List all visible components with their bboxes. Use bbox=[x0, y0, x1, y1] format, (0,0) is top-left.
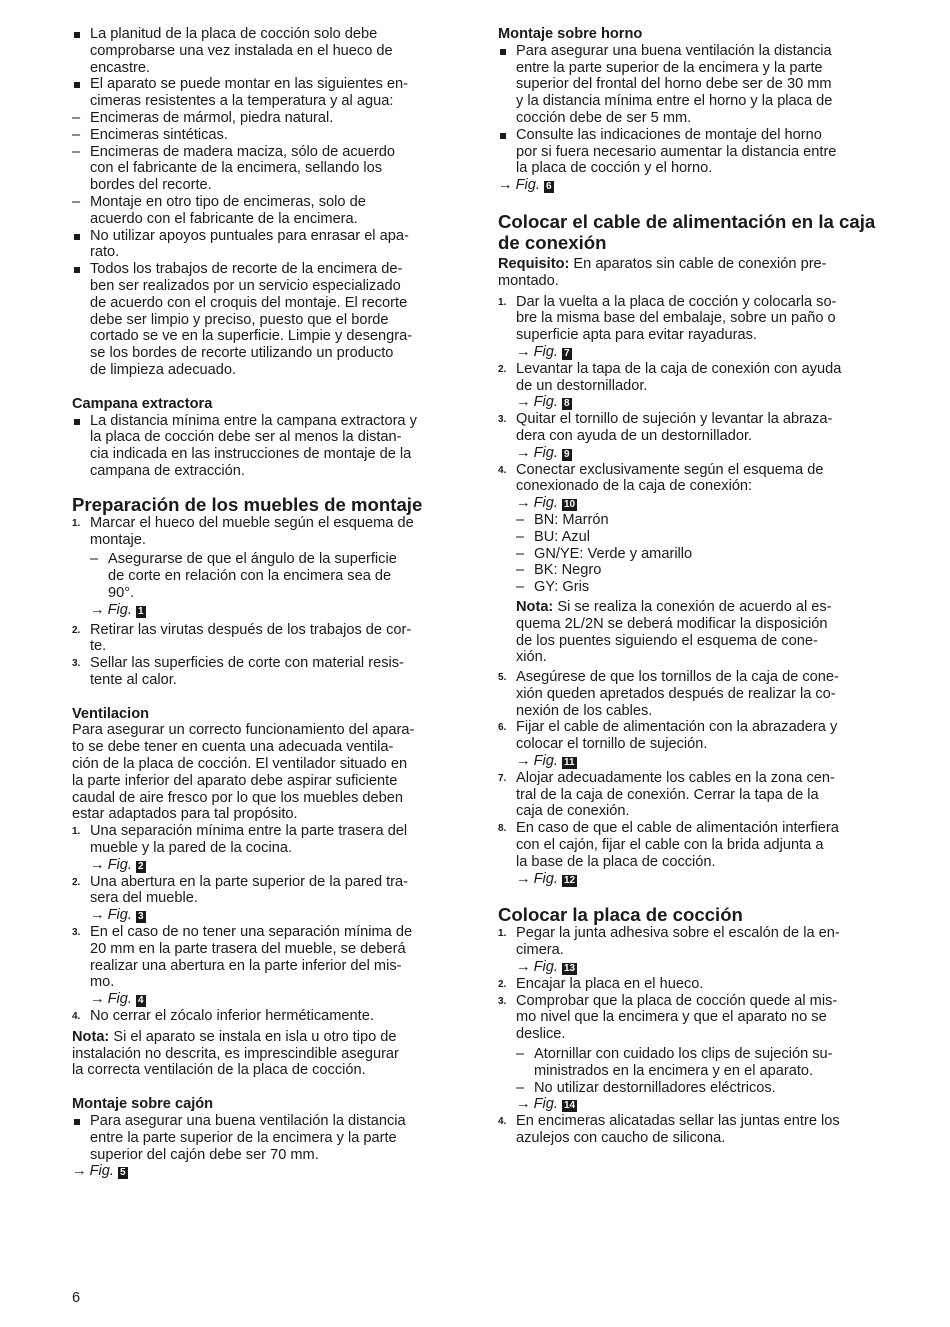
bullet-apoyos bbox=[72, 228, 464, 262]
dash-atornillar bbox=[516, 1046, 890, 1080]
dash-marmol bbox=[72, 110, 464, 127]
step-conectar bbox=[498, 462, 890, 496]
note-conexion: Nota: Si se realiza la conexión de acuerdo al es- quema 2L/2N se deberá modificar la disposición de los puentes siguiendo el esquema de cone- xión. bbox=[516, 598, 832, 666]
wire-item: – BU: Azul bbox=[516, 529, 890, 546]
step-dar-vuelta bbox=[498, 294, 890, 344]
text-line: Encimeras sintéticas. bbox=[90, 126, 228, 143]
step-number: 2. bbox=[498, 978, 507, 990]
text-line: superior del frontal del horno debe ser de 30 mm bbox=[516, 76, 832, 93]
text-line: ción de la placa de cocción. El ventilador situado en bbox=[72, 756, 408, 773]
text-line: tente al calor. bbox=[90, 671, 177, 688]
text-line: entre la parte superior de la encimera y la parte bbox=[90, 1129, 397, 1146]
step-brida bbox=[498, 820, 890, 870]
text-line: Todos los trabajos de recorte de la encimera de- bbox=[90, 261, 403, 278]
text-line: caudal de aire fresco por lo que los muebles deben bbox=[72, 789, 404, 806]
step-number: 1. bbox=[72, 517, 81, 529]
text-line: cortado se ve en la superficie. Limpie y desengra- bbox=[90, 328, 413, 345]
text-line: La distancia mínima entre la campana extractora y bbox=[90, 412, 417, 429]
text-line: Asegúrese de que los tornillos de la caja de cone- bbox=[516, 669, 839, 686]
step-number: 1. bbox=[498, 296, 507, 308]
text-line: Marcar el hueco del mueble según el esquema de bbox=[90, 514, 414, 531]
left-column bbox=[72, 26, 464, 1180]
step-abertura-superior bbox=[72, 874, 464, 908]
step-number: 3. bbox=[498, 414, 507, 426]
fig-ref-10: → Fig. 10 bbox=[516, 495, 576, 512]
text-line: bre la misma base del embalaje, sobre un paño o bbox=[516, 310, 836, 327]
step-separacion bbox=[72, 823, 464, 857]
text-line: Encajar la placa en el hueco. bbox=[516, 975, 704, 992]
wire-item: – GY: Gris bbox=[516, 579, 890, 596]
text-line: Para asegurar un correcto funcionamiento del apara- bbox=[72, 722, 415, 739]
text-line: Encimeras de madera maciza, sólo de acuerdo bbox=[90, 143, 396, 160]
text-line: entre la parte superior de la encimera y la parte bbox=[516, 59, 823, 76]
step-zocalo bbox=[72, 1008, 464, 1025]
text-line: tral de la caja de conexión. Cerrar la tapa de la bbox=[516, 786, 819, 803]
fig-ref-1: → Fig. 1 bbox=[90, 601, 144, 618]
text-line: Conectar exclusivamente según el esquema de bbox=[516, 461, 824, 478]
heading-campana: Campana extractora bbox=[72, 395, 213, 412]
text-line: colocar el tornillo de sujeción. bbox=[516, 736, 708, 753]
text-line: Fijar el cable de alimentación con la abrazadera y bbox=[516, 719, 838, 736]
wire-item: – BK: Negro bbox=[516, 562, 890, 579]
text-line: 90°. bbox=[108, 584, 135, 601]
text-line: sera del mueble. bbox=[90, 890, 198, 907]
text-line: Montaje en otro tipo de encimeras, solo de bbox=[90, 193, 366, 210]
step-number: 6. bbox=[498, 722, 507, 734]
text-line: Colocar el cable de alimentación en la caja bbox=[498, 210, 876, 232]
text-line: rato. bbox=[90, 244, 120, 261]
text-line: deslice. bbox=[516, 1026, 566, 1043]
step-number: 2. bbox=[498, 363, 507, 375]
text-line: mueble y la pared de la cocina. bbox=[90, 840, 293, 857]
text-line: superior del cajón debe ser 70 mm. bbox=[90, 1146, 319, 1163]
text-line: Alojar adecuadamente los cables en la zona cen- bbox=[516, 769, 835, 786]
step-number: 3. bbox=[72, 927, 81, 939]
fig-ref-9: → Fig. 9 bbox=[516, 444, 570, 461]
heading-preparacion: Preparación de los muebles de montaje bbox=[72, 493, 423, 515]
text-line: 20 mm en la parte trasera del mueble, se deberá bbox=[90, 940, 406, 957]
text-line: Sellar las superficies de corte con material resis- bbox=[90, 655, 404, 672]
text-line: la correcta ventilación de la placa de cocción. bbox=[72, 1062, 366, 1079]
step-number: 1. bbox=[498, 928, 507, 940]
text-line: de conexión bbox=[498, 231, 607, 253]
step-pegar-junta bbox=[498, 925, 890, 959]
text-line: cia indicada en las instrucciones de montaje de la bbox=[90, 446, 412, 463]
text-line: Quitar el tornillo de sujeción y levantar la abraza- bbox=[516, 411, 833, 428]
fig-ref-13: → Fig. 13 bbox=[516, 959, 576, 976]
text-line: la placa de cocción debe ser al menos la distan- bbox=[90, 429, 402, 446]
text-line: ben ser realizados por un servicio especializado bbox=[90, 277, 401, 294]
fig-ref-5: → Fig. 5 bbox=[72, 1163, 126, 1180]
dash-destornilladores bbox=[516, 1080, 890, 1097]
text-line: quema 2L/2N se deberá modificar la disposición bbox=[516, 615, 828, 632]
step-marcar bbox=[72, 515, 464, 549]
step-asegurese bbox=[498, 669, 890, 719]
text-line: montado. bbox=[498, 272, 559, 289]
heading-horno: Montaje sobre horno bbox=[498, 26, 643, 42]
text-line: de un destornillador. bbox=[516, 377, 648, 394]
step-fijar-cable bbox=[498, 719, 890, 753]
text-line: En caso de que el cable de alimentación interfiera bbox=[516, 820, 839, 837]
step-sellar bbox=[72, 655, 464, 689]
text-line: la placa de cocción y el horno. bbox=[516, 160, 713, 177]
bullet-horno-consulte bbox=[498, 127, 890, 177]
text-line: superficie apta para evitar rayaduras. bbox=[516, 327, 757, 344]
bullet-horno-ventilacion bbox=[498, 43, 890, 127]
text-line: por si fuera necesario aumentar la distancia entre bbox=[516, 143, 837, 160]
text-line: Una separación mínima entre la parte trasera del bbox=[90, 823, 408, 840]
text-line: campana de extracción. bbox=[90, 462, 245, 479]
text-line: te. bbox=[90, 638, 107, 655]
step-number: 7. bbox=[498, 772, 507, 784]
step-number: 8. bbox=[498, 823, 507, 835]
step-levantar-tapa bbox=[498, 361, 890, 395]
text-line: comprobarse una vez instalada en el hueco de bbox=[90, 42, 393, 59]
fig-ref-14: → Fig. 14 bbox=[516, 1096, 576, 1113]
text-line: El aparato se puede montar en las siguientes en- bbox=[90, 76, 409, 93]
step-alojar-cables bbox=[498, 770, 890, 820]
step-comprobar bbox=[498, 993, 890, 1043]
bullet-cajon bbox=[72, 1113, 464, 1163]
text-line: realizar una abertura en la parte inferior del mis- bbox=[90, 957, 402, 974]
wire-item: – GN/YE: Verde y amarillo bbox=[516, 546, 890, 563]
text-line: con el cajón, fijar el cable con la brida adjunta a bbox=[516, 837, 824, 854]
text-line: encastre. bbox=[90, 59, 151, 76]
text-line: montaje. bbox=[90, 531, 146, 548]
dash-otro-tipo bbox=[72, 194, 464, 228]
text-line: y la distancia mínima entre el horno y la placa de bbox=[516, 93, 833, 110]
text-line: En el caso de no tener una separación mínima de bbox=[90, 924, 413, 941]
step-number: 3. bbox=[498, 995, 507, 1007]
page-number: 6 bbox=[72, 1290, 81, 1306]
text-line: mo. bbox=[90, 974, 115, 991]
text-line: Atornillar con cuidado los clips de sujeción su- bbox=[534, 1046, 833, 1063]
text-line: En encimeras alicatadas sellar las juntas entre los bbox=[516, 1113, 840, 1130]
text-line: xión. bbox=[516, 649, 547, 666]
wire-item: – BN: Marrón bbox=[516, 512, 890, 529]
heading-cable bbox=[498, 211, 890, 253]
requisito-cable: Requisito: En aparatos sin cable de conexión pre- montado. bbox=[498, 255, 827, 289]
step-retirar bbox=[72, 622, 464, 656]
text-line: Consulte las indicaciones de montaje del horno bbox=[516, 126, 822, 143]
bullet-recorte bbox=[72, 261, 464, 379]
text-line: Dar la vuelta a la placa de cocción y colocarla so- bbox=[516, 293, 837, 310]
text-line: de acuerdo con el croquis del montaje. El recorte bbox=[90, 294, 408, 311]
fig-ref-4: → Fig. 4 bbox=[90, 991, 144, 1008]
step-number: 2. bbox=[72, 876, 81, 888]
text-line: acuerdo con el fabricante de la encimera. bbox=[90, 210, 358, 227]
text-line: Comprobar que la placa de cocción quede al mis- bbox=[516, 992, 838, 1009]
text-line: Levantar la tapa de la caja de conexión con ayuda bbox=[516, 360, 842, 377]
heading-ventilacion: Ventilacion bbox=[72, 705, 150, 722]
step-number: 3. bbox=[72, 658, 81, 670]
step-number: 2. bbox=[72, 624, 81, 636]
fig-ref-2: → Fig. 2 bbox=[90, 856, 144, 873]
text-line: bordes del recorte. bbox=[90, 177, 212, 194]
text-line: Asegurarse de que el ángulo de la superficie bbox=[108, 551, 397, 568]
text-line: Para asegurar una buena ventilación la distancia bbox=[516, 42, 832, 59]
step-quitar-tornillo bbox=[498, 411, 890, 445]
text-line: conexionado de la caja de conexión: bbox=[516, 478, 753, 495]
step-abertura-inferior bbox=[72, 924, 464, 991]
text-line: de limpieza adecuado. bbox=[90, 361, 237, 378]
text-line: No utilizar destornilladores eléctricos. bbox=[534, 1079, 776, 1096]
text-line: Una abertura en la parte superior de la pared tra- bbox=[90, 873, 409, 890]
heading-cajon: Montaje sobre cajón bbox=[72, 1096, 214, 1113]
text-line: mo nivel que la encimera y que el aparato no se bbox=[516, 1009, 827, 1026]
dash-angulo bbox=[90, 551, 464, 601]
heading-colocar-placa: Colocar la placa de cocción bbox=[498, 904, 743, 926]
fig-ref-6: → Fig. 6 bbox=[498, 177, 552, 194]
text-line: estar adaptados para tal propósito. bbox=[72, 806, 298, 823]
text-line: Retirar las virutas después de los trabajos de cor- bbox=[90, 621, 412, 638]
step-number: 4. bbox=[498, 464, 507, 476]
wire-color-list bbox=[498, 512, 890, 596]
text-line: Pegar la junta adhesiva sobre el escalón de la en- bbox=[516, 925, 840, 942]
right-column bbox=[498, 26, 890, 1147]
note-ventilacion: Nota: Si el aparato se instala en isla u otro tipo de instalación no descrita, es imprescindible asegurar la correcta ventilación de la placa de cocción. bbox=[72, 1028, 399, 1079]
text-line: se los bordes de recorte utilizando un producto bbox=[90, 345, 394, 362]
text-line: dera con ayuda de un destornillador. bbox=[516, 427, 753, 444]
text-line: la parte inferior del aparato debe aspirar suficiente bbox=[72, 772, 398, 789]
text-line: caja de conexión. bbox=[516, 803, 630, 820]
step-encajar bbox=[498, 976, 890, 993]
dash-madera bbox=[72, 144, 464, 194]
fig-ref-8: → Fig. 8 bbox=[516, 394, 570, 411]
text-line: cimeras resistentes a la temperatura y al agua: bbox=[90, 93, 394, 110]
text-line: cimera. bbox=[516, 942, 564, 959]
text-line: No cerrar el zócalo inferior herméticamente. bbox=[90, 1008, 374, 1025]
bullet-campana bbox=[72, 413, 464, 480]
text-line: Para asegurar una buena ventilación la distancia bbox=[90, 1113, 406, 1130]
step-number: 4. bbox=[72, 1011, 81, 1023]
fig-ref-12: → Fig. 12 bbox=[516, 870, 576, 887]
dash-sinteticas bbox=[72, 127, 464, 144]
text-line: to se debe tener en cuenta una adecuada ventila- bbox=[72, 739, 394, 756]
text-line: debe ser limpio y preciso, puesto que el borde bbox=[90, 311, 389, 328]
text-line: nexión de los cables. bbox=[516, 702, 653, 719]
fig-ref-7: → Fig. 7 bbox=[516, 343, 570, 360]
step-alicatadas bbox=[498, 1113, 890, 1147]
text-line: La planitud de la placa de cocción solo debe bbox=[90, 26, 378, 42]
bullet-planitud bbox=[72, 26, 464, 76]
text-line: con el fabricante de la encimera, sellando los bbox=[90, 160, 383, 177]
paragraph-ventilacion bbox=[72, 722, 464, 823]
text-line: de los puentes siguiendo el esquema de cone- bbox=[516, 632, 818, 649]
bullet-encimeras bbox=[72, 76, 464, 110]
text-line: ministrados en la encimera y en el aparato. bbox=[534, 1062, 814, 1079]
text-line: de corte en relación con la encimera sea de bbox=[108, 568, 392, 585]
text-line: xión queden apretados después de realizar la co- bbox=[516, 685, 836, 702]
text-line: cocción debe de ser 5 mm. bbox=[516, 109, 692, 126]
text-line: instalación no descrita, es imprescindible asegurar bbox=[72, 1045, 399, 1062]
step-number: 1. bbox=[72, 826, 81, 838]
text-line: la base de la placa de cocción. bbox=[516, 853, 716, 870]
step-number: 4. bbox=[498, 1116, 507, 1128]
fig-ref-11: → Fig. 11 bbox=[516, 753, 575, 770]
text-line: azulejos con caucho de silicona. bbox=[516, 1130, 726, 1147]
text-line: No utilizar apoyos puntuales para enrasar el apa- bbox=[90, 227, 409, 244]
step-number: 5. bbox=[498, 672, 507, 684]
text-line: Encimeras de mármol, piedra natural. bbox=[90, 109, 334, 126]
fig-ref-3: → Fig. 3 bbox=[90, 907, 144, 924]
